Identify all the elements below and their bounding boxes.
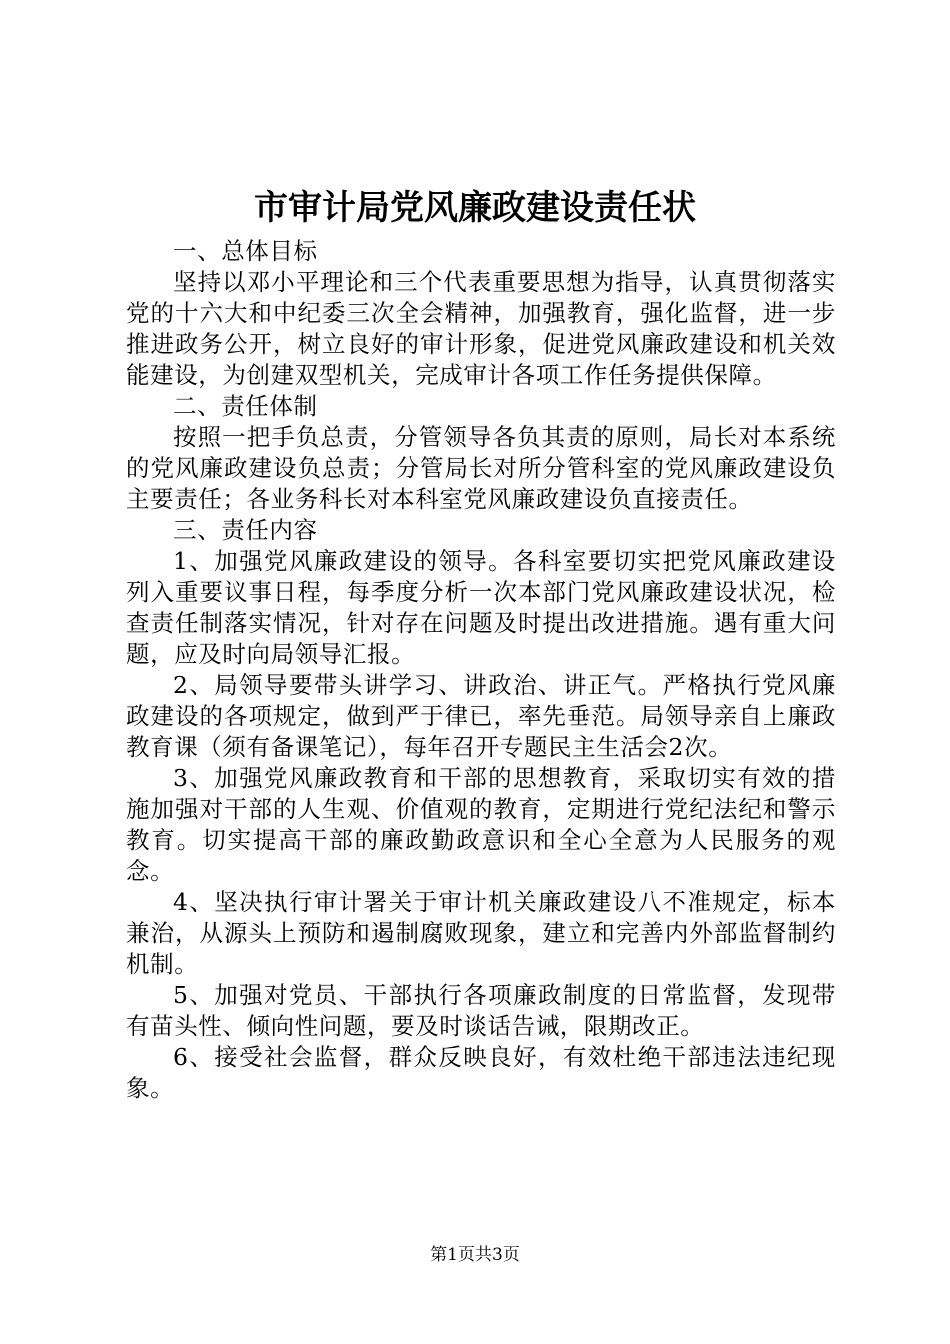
page-footer [0,1244,950,1266]
document-title: 市审计局党风廉政建设责任状 [254,188,696,228]
section-heading-responsibility-content: 三、责任内容 [173,516,318,544]
page-number-current: 第1页 [430,1245,475,1265]
paragraph-item-6: 6、接受社会监督，群众反映良好，有效杜绝干部违法违纪现象。 [126,1043,836,1102]
document-body [126,236,836,1104]
paragraph-item-1: 1、加强党风廉政建设的领导。各科室要切实把党风廉政建设列入重要议事日程，每季度分析一次本部门党风廉政建设状况，检查责任制落实情况，针对存在问题及时提出改进措施。遇有重大问题，应及时向局领导汇报。 [126,547,836,668]
paragraph-item-3: 3、加强党风廉政教育和干部的思想教育，采取切实有效的措施加强对干部的人生观、价值观的教育，定期进行党纪法纪和警示教育。切实提高干部的廉政勤政意识和全心全意为人民服务的观念。 [126,764,836,885]
paragraph-item-2: 2、局领导要带头讲学习、讲政治、讲正气。严格执行党风廉政建设的各项规定，做到严于律已，率先垂范。局领导亲自上廉政教育课（须有备课笔记），每年召开专题民主生活会2次。 [126,671,836,761]
page-number-total: 共3页 [475,1245,520,1265]
paragraph-overall-goal: 坚持以邓小平理论和三个代表重要思想为指导，认真贯彻落实党的十六大和中纪委三次全会精神，加强教育，强化监督，进一步推进政务公开，树立良好的审计形象，促进党风廉政建设和机关效能建设，为创建双型机关，完成审计各项工作任务提供保障。 [126,268,836,389]
paragraph-responsibility-system: 按照一把手负总责，分管领导各负其责的原则，局长对本系统的党风廉政建设负总责；分管局长对所分管科室的党风廉政建设负主要责任；各业务科长对本科室党风廉政建设负直接责任。 [126,423,836,513]
section-heading-overall-goal: 一、总体目标 [173,237,318,265]
paragraph-item-5: 5、加强对党员、干部执行各项廉政制度的日常监督，发现带有苗头性、倾向性问题，要及时谈话告诫，限期改正。 [126,981,836,1040]
paragraph-item-4: 4、坚决执行审计署关于审计机关廉政建设八不准规定，标本兼治，从源头上预防和遏制腐败现象，建立和完善内外部监督制约机制。 [126,888,836,978]
section-heading-responsibility-system: 二、责任体制 [173,392,318,420]
